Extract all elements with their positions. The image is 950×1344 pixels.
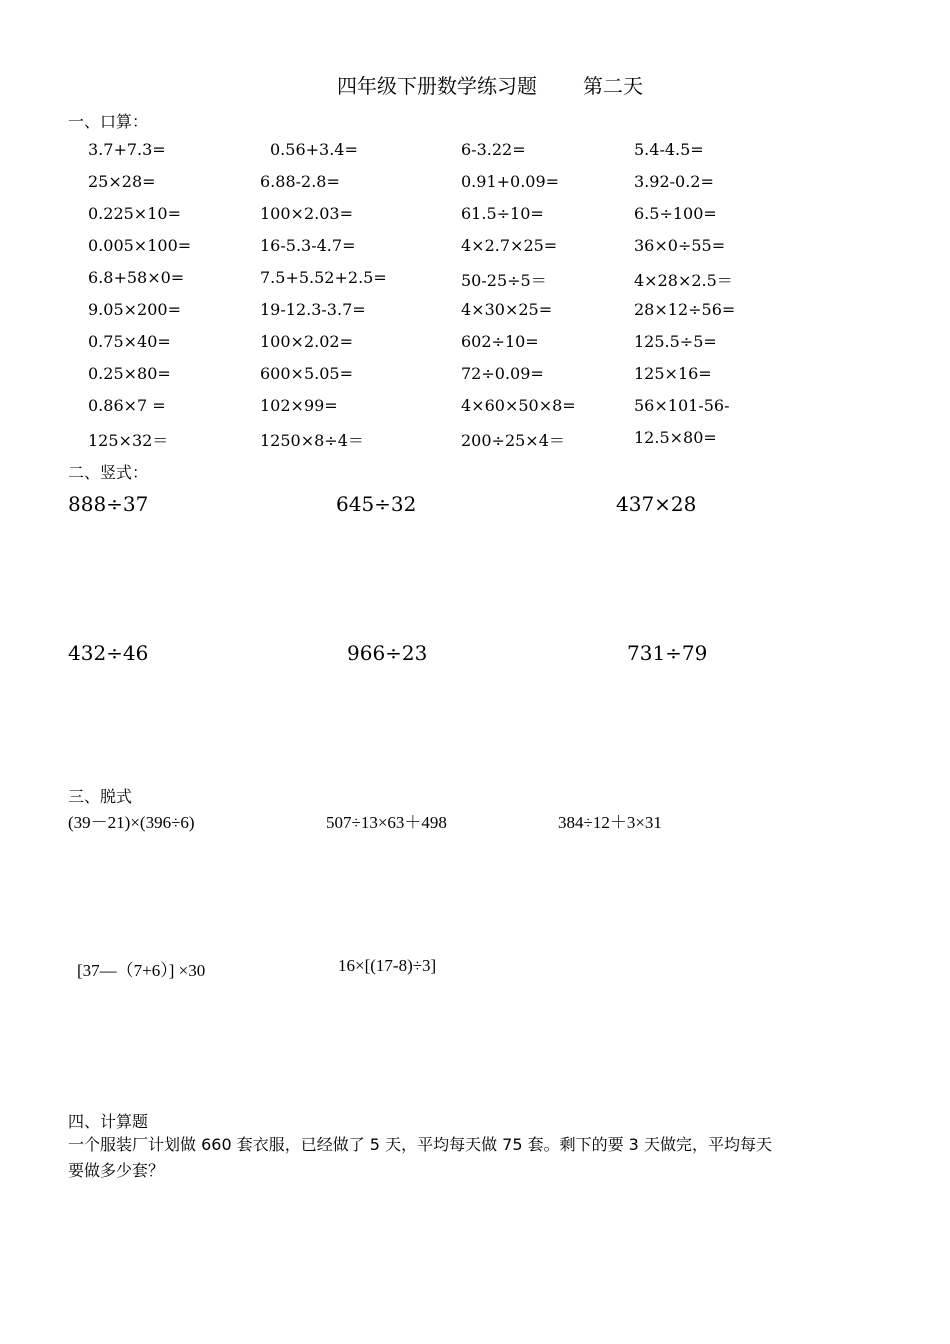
oral-item: 125.5÷5=	[634, 332, 717, 351]
oral-item: 0.005×100=	[88, 236, 192, 255]
stepwise-problem-4: [37—（7+6）] ×30	[77, 961, 206, 980]
section3-heading: 三、脱式	[68, 787, 133, 806]
vertical-problem-6: 731÷79	[627, 641, 708, 665]
vertical-problem-4: 432÷46	[68, 641, 149, 665]
title-main: 四年级下册数学练习题	[337, 74, 537, 98]
oral-item: 56×101-56-	[634, 396, 730, 415]
oral-item: 61.5÷10=	[461, 204, 544, 223]
oral-item: 102×99=	[260, 396, 338, 415]
vertical-problem-1: 888÷37	[68, 492, 149, 516]
page-title	[337, 70, 643, 99]
oral-item: 100×2.02=	[260, 332, 353, 351]
oral-item: 602÷10=	[461, 332, 539, 351]
oral-item: 50-25÷5＝	[461, 271, 547, 290]
stepwise-problem-2: 507÷13×63＋498	[326, 813, 447, 832]
oral-item: 200÷25×4＝	[461, 431, 565, 450]
stepwise-problem-3: 384÷12＋3×31	[558, 813, 662, 832]
oral-item: 16-5.3-4.7=	[260, 236, 356, 255]
oral-item: 7.5+5.52+2.5=	[260, 268, 387, 287]
oral-item: 4×60×50×8=	[461, 396, 576, 415]
oral-item: 3.92-0.2=	[634, 172, 714, 191]
title-day: 第二天	[583, 74, 643, 98]
oral-item: 12.5×80=	[634, 428, 717, 447]
oral-item: 6-3.22=	[461, 140, 526, 159]
oral-item: 28×12÷56=	[634, 300, 736, 319]
oral-item: 5.4-4.5=	[634, 140, 704, 159]
oral-item: 6.5÷100=	[634, 204, 717, 223]
oral-item: 72÷0.09=	[461, 364, 544, 383]
oral-item: 0.75×40=	[88, 332, 171, 351]
section4-heading: 四、计算题	[68, 1112, 149, 1131]
oral-item: 19-12.3-3.7=	[260, 300, 366, 319]
oral-item: 1250×8÷4＝	[260, 431, 364, 450]
oral-item: 4×28×2.5＝	[634, 271, 733, 290]
oral-item: 0.91+0.09=	[461, 172, 560, 191]
oral-item: 0.86×7 =	[88, 396, 166, 415]
vertical-problem-5: 966÷23	[347, 641, 428, 665]
section2-heading: 二、竖式：	[68, 463, 149, 482]
stepwise-problem-5: 16×[(17-8)÷3]	[338, 956, 437, 975]
oral-item: 4×2.7×25=	[461, 236, 558, 255]
oral-item: 125×16=	[634, 364, 712, 383]
oral-item: 3.7+7.3=	[88, 140, 166, 159]
oral-item: 25×28=	[88, 172, 156, 191]
oral-item: 100×2.03=	[260, 204, 353, 223]
oral-item: 125×32＝	[88, 431, 169, 450]
word-problem-line-1: 一个服装厂计划做 660 套衣服，已经做了 5 天，平均每天做 75 套。剩下的要 3 天做完，平均每天	[68, 1135, 772, 1154]
word-problem-line-2: 要做多少套？	[68, 1161, 165, 1180]
oral-item: 0.25×80=	[88, 364, 171, 383]
vertical-problem-2: 645÷32	[336, 492, 417, 516]
oral-item: 600×5.05=	[260, 364, 353, 383]
oral-item: 0.225×10=	[88, 204, 181, 223]
oral-item: 36×0÷55=	[634, 236, 726, 255]
oral-item: 4×30×25=	[461, 300, 553, 319]
oral-item: 9.05×200=	[88, 300, 181, 319]
vertical-problem-3: 437×28	[616, 492, 697, 516]
section1-heading: 一、口算：	[68, 112, 149, 131]
oral-item: 6.8+58×0=	[88, 268, 185, 287]
stepwise-problem-1: (39－21)×(396÷6)	[68, 813, 195, 832]
oral-item: 0.56+3.4=	[270, 140, 358, 159]
oral-item: 6.88-2.8=	[260, 172, 340, 191]
